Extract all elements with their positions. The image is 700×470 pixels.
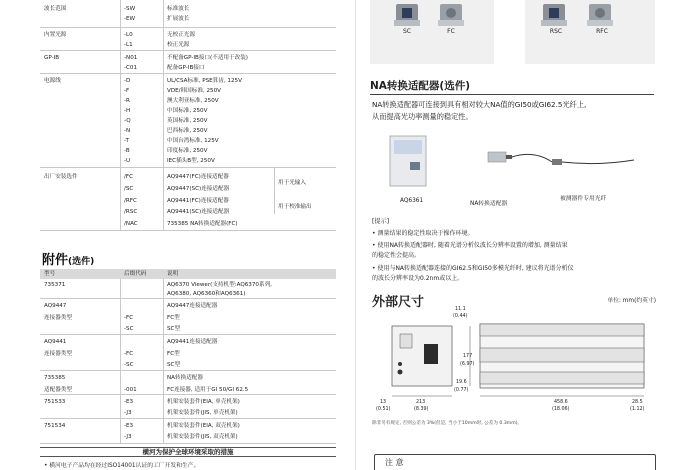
- table-rule: [40, 394, 336, 395]
- spec-desc: 标准波长: [167, 6, 190, 12]
- accessory-desc: AQ6380, AQ6360和AQ6361): [167, 291, 246, 297]
- spec-code: -Q: [124, 118, 131, 124]
- spec-desc: 配备GP-IB接口: [167, 65, 205, 71]
- accessory-model: 735385: [44, 375, 66, 381]
- caution-title: 注 意: [385, 458, 404, 467]
- accessory-desc: FC型: [167, 315, 180, 321]
- dim-19-in: (0.77): [454, 388, 469, 393]
- spec-desc: 中国台湾标准, 125V: [167, 138, 219, 144]
- accessories-title-text: 附件: [42, 253, 69, 268]
- table-rule: [40, 27, 336, 28]
- accessory-desc: FC型: [167, 351, 180, 357]
- spec-desc: 英国标准, 250V: [167, 118, 208, 124]
- accessory-model: 751533: [44, 399, 66, 405]
- accessory-model: 连接器类型: [44, 351, 72, 357]
- accessory-suffix: -J3: [124, 434, 132, 440]
- caption-na-adapter: NA转换适配器: [470, 201, 508, 207]
- spec-code: /RFC: [124, 198, 137, 204]
- dim-13-in: (0.51): [376, 407, 391, 412]
- spec-code: -T: [124, 138, 129, 144]
- spec-desc: 中国标准, 250V: [167, 108, 208, 114]
- dim-213: 213: [416, 400, 426, 405]
- na-desc-line1: NA转换适配器可连接到具有相对较大NA值的GI50或GI62.5光纤上,: [372, 100, 587, 109]
- table-rule: [40, 73, 336, 74]
- dim-13: 13: [380, 400, 387, 405]
- caption-sc: SC: [403, 28, 411, 35]
- accessory-model: 连接器类型: [44, 315, 72, 321]
- dimensions-title: 外部尺寸: [372, 295, 425, 310]
- accessory-model: 735371: [44, 282, 66, 288]
- spec-group-text: 出厂安装选件: [44, 174, 78, 180]
- table-rule: [40, 370, 336, 371]
- spec-note-text: 用于校准输出: [278, 204, 312, 210]
- accessory-desc: 机架安装套件(JIS, 双壳机架): [167, 434, 238, 440]
- caption-aq6361: AQ6361: [400, 198, 424, 204]
- table-rule: [40, 167, 336, 168]
- na-adapter-title: NA转换适配器(选件): [370, 80, 471, 92]
- table-divider: [274, 168, 275, 214]
- accessory-suffix: -FC: [124, 315, 134, 321]
- column-divider: [355, 0, 356, 470]
- spec-note-text: 用于光输入: [278, 180, 306, 186]
- dim-177-in: (6.97): [460, 362, 475, 367]
- accessory-desc: SC型: [167, 326, 181, 332]
- spec-desc: AQ9447(FC)连接适配器: [167, 174, 229, 180]
- accessory-desc: 机架安装套件(EIA, 单壳机架): [167, 399, 240, 405]
- dimensions-note: 除非另有规定, 否则公差为 3%(但是, 当小于10mm时, 公差为 0.3mm)。: [372, 421, 523, 426]
- spec-code: /RSC: [124, 209, 138, 215]
- caption-rsc: RSC: [549, 28, 563, 35]
- spec-desc: 735385 NA转换适配器(FC): [167, 221, 238, 227]
- spec-desc: UL/CSA标准, PSE算齿, 125V: [167, 78, 242, 84]
- spec-code: -L0: [124, 32, 133, 38]
- caption-rfc: RFC: [596, 28, 608, 35]
- header-model: 型号: [44, 271, 56, 277]
- accessory-model: AQ9441: [44, 339, 67, 345]
- caption-fiber: 被测器件专用光纤: [560, 196, 607, 202]
- spec-code: -F: [124, 88, 130, 94]
- table-rule: [40, 50, 336, 51]
- accessory-model: 适配器类型: [44, 387, 72, 393]
- spec-code: -C01: [124, 65, 138, 71]
- dim-11-in: (0.44): [453, 314, 468, 319]
- spec-code: /NAC: [124, 221, 138, 227]
- left-column: [40, 0, 336, 470]
- spec-desc: AQ9441(FC)连接适配器: [167, 198, 229, 204]
- accessory-desc: 机架安装套件(JIS, 单壳机架): [167, 410, 238, 416]
- spec-code: /SC: [124, 186, 134, 192]
- title-rule: [370, 94, 654, 95]
- header-suffix: 后缀代码: [124, 271, 147, 277]
- spec-desc: 澳大利亚标准, 250V: [167, 98, 219, 104]
- na-setup-illustration: [384, 132, 644, 202]
- table-divider: [120, 0, 121, 230]
- spec-code: -H: [124, 108, 131, 114]
- table-rule: [40, 418, 336, 419]
- spec-group-text: 电源线: [44, 78, 61, 84]
- spec-code: -R: [124, 98, 130, 104]
- spec-desc: 扩展波长: [167, 16, 190, 22]
- tip-3: • 使用与NA转换适配器连接的GI62.5和GI50多模光纤时, 建议将光谱分析仪: [372, 265, 574, 272]
- header-desc: 说明: [167, 271, 179, 277]
- table-rule: [40, 230, 336, 231]
- accessories-header: [40, 269, 336, 279]
- accessory-model: 751534: [44, 423, 66, 429]
- spec-desc: 校正光源: [167, 42, 190, 48]
- tip-1: • 测量结果的稳定性取决于操作环境。: [372, 230, 474, 237]
- na-desc-line2: 从而提高光功率测量的稳定性。: [372, 112, 473, 121]
- tip-3-cont: 的波长分辨率设为0.2nm或以上。: [372, 275, 464, 282]
- table-rule: [40, 334, 336, 335]
- dim-177: 177: [463, 354, 473, 359]
- right-column: [370, 0, 660, 470]
- spec-group-text: GP-IB: [44, 55, 60, 61]
- spec-group-text: 内置光源: [44, 32, 67, 38]
- accessories-title-suffix: (选件): [68, 257, 95, 267]
- dim-19: 19.6: [456, 380, 467, 385]
- tip-2-cont: 的稳定性会提高。: [372, 252, 421, 259]
- spec-code: -EW: [124, 16, 136, 22]
- spec-code: -N01: [124, 55, 138, 61]
- table-rule: [40, 443, 336, 444]
- eco-banner: 横河为保护全球环境采取的措施: [40, 447, 336, 457]
- spec-desc: IEC插头B型, 250V: [167, 158, 215, 164]
- spec-group-text: 波长范围: [44, 6, 67, 12]
- dim-458-in: (18.06): [552, 407, 570, 412]
- accessory-suffix: -SC: [124, 326, 134, 332]
- accessory-suffix: -J3: [124, 410, 132, 416]
- spec-desc: AQ9447(SC)连接适配器: [167, 186, 230, 192]
- tips-title: [提示]: [372, 218, 390, 225]
- spec-desc: 不配备GP-IB接口(不适用于改装): [167, 55, 248, 61]
- accessory-desc: AQ9447连接适配器: [167, 303, 218, 309]
- accessory-suffix: -E3: [124, 423, 134, 429]
- dim-28-in: (1.12): [630, 407, 645, 412]
- table-divider: [163, 0, 164, 230]
- spec-code: -N: [124, 128, 131, 134]
- accessory-desc: AQ9441连接适配器: [167, 339, 218, 345]
- accessory-desc: FC连接器, 适用于GI 50/GI 62.5: [167, 387, 249, 393]
- tip-2: • 使用NA转换适配器时, 随着光谱分析仪波长分辨率设置的增加, 测量结果: [372, 242, 568, 249]
- accessories-title: [42, 249, 94, 268]
- accessory-desc: SC型: [167, 362, 181, 368]
- accessory-model: AQ9447: [44, 303, 67, 309]
- spec-desc: 印度标准, 250V: [167, 148, 208, 154]
- accessory-desc: NA转换适配器: [167, 375, 203, 381]
- dimensions-drawing: [370, 306, 660, 416]
- spec-desc: AQ9441(SC)连接适配器: [167, 209, 230, 215]
- spec-code: -B: [124, 148, 130, 154]
- spec-desc: 无校正光源: [167, 32, 195, 38]
- eco-note: • 横河电子产品均在经过ISO14001认证的工厂开发和生产。: [44, 463, 200, 469]
- dim-11: 11.1: [455, 307, 466, 312]
- accessory-suffix: -FC: [124, 351, 134, 357]
- caution-box: [374, 454, 656, 470]
- accessory-suffix: -001: [124, 387, 137, 393]
- accessory-desc: 机架安装套件(EIA, 双壳机架): [167, 423, 240, 429]
- dimensions-unit: 单位: mm(约英寸): [607, 298, 656, 304]
- dim-213-in: (8.39): [414, 407, 429, 412]
- accessory-desc: AQ6370 Viewer(支持机型:AQ6370系列,: [167, 282, 272, 288]
- caption-fc: FC: [447, 28, 455, 35]
- spec-desc: 巴西标准, 250V: [167, 128, 208, 134]
- dim-28: 28.5: [632, 400, 643, 405]
- accessory-suffix: -SC: [124, 362, 134, 368]
- dim-458: 458.6: [554, 400, 568, 405]
- spec-code: -L1: [124, 42, 133, 48]
- table-rule: [40, 298, 336, 299]
- spec-code: /FC: [124, 174, 134, 180]
- accessory-suffix: -E3: [124, 399, 134, 405]
- spec-code: -SW: [124, 6, 136, 12]
- spec-code: -D: [124, 78, 131, 84]
- spec-desc: VDE/韩国标准, 250V: [167, 88, 221, 94]
- spec-code: -U: [124, 158, 131, 164]
